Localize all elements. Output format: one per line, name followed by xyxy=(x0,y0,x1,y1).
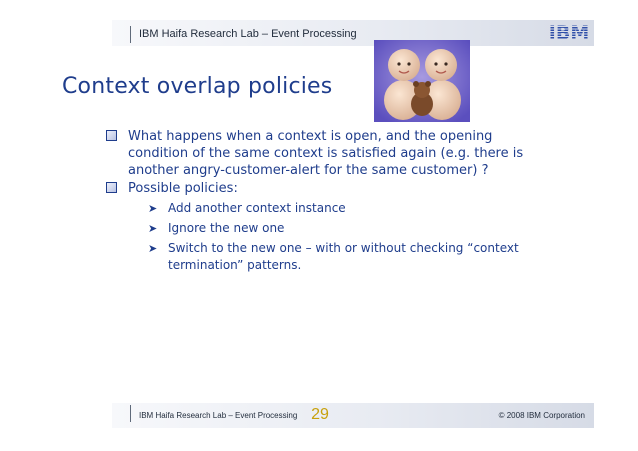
ibm-logo-text: IBM xyxy=(548,22,590,42)
slide-title: Context overlap policies xyxy=(62,74,333,99)
bullet-text: Possible policies: xyxy=(128,181,238,196)
sub-bullet-item xyxy=(106,220,546,237)
slide-body xyxy=(106,128,546,274)
sub-bullet-item xyxy=(106,200,546,217)
arrow-bullet-icon: ➤ xyxy=(148,202,158,215)
twin-babies-photo xyxy=(374,40,470,122)
sub-bullet-item xyxy=(106,240,546,274)
square-bullet-icon xyxy=(106,182,117,193)
bullet-item xyxy=(106,180,546,197)
square-bullet-icon xyxy=(106,130,117,141)
page-number: 29 xyxy=(311,406,329,423)
header-divider xyxy=(130,26,131,43)
sub-bullet-text: Add another context instance xyxy=(168,201,346,215)
sub-bullet-text: Ignore the new one xyxy=(168,221,285,235)
sub-bullet-text: Switch to the new one – with or without checking “context termination” patterns. xyxy=(168,241,519,272)
arrow-bullet-icon: ➤ xyxy=(148,242,158,255)
bullet-item xyxy=(106,128,546,179)
ibm-logo xyxy=(547,22,591,42)
bullet-text: What happens when a context is open, and the opening condition of the same context is satisfied again (e.g. there is another angry-customer-alert for the same customer) ? xyxy=(128,129,524,178)
arrow-bullet-icon: ➤ xyxy=(148,222,158,235)
footer-divider xyxy=(130,405,131,422)
header-lab-title: IBM Haifa Research Lab – Event Processing xyxy=(139,28,357,40)
copyright-notice: © 2008 IBM Corporation xyxy=(498,411,585,420)
footer-lab-title: IBM Haifa Research Lab – Event Processing xyxy=(139,411,298,420)
